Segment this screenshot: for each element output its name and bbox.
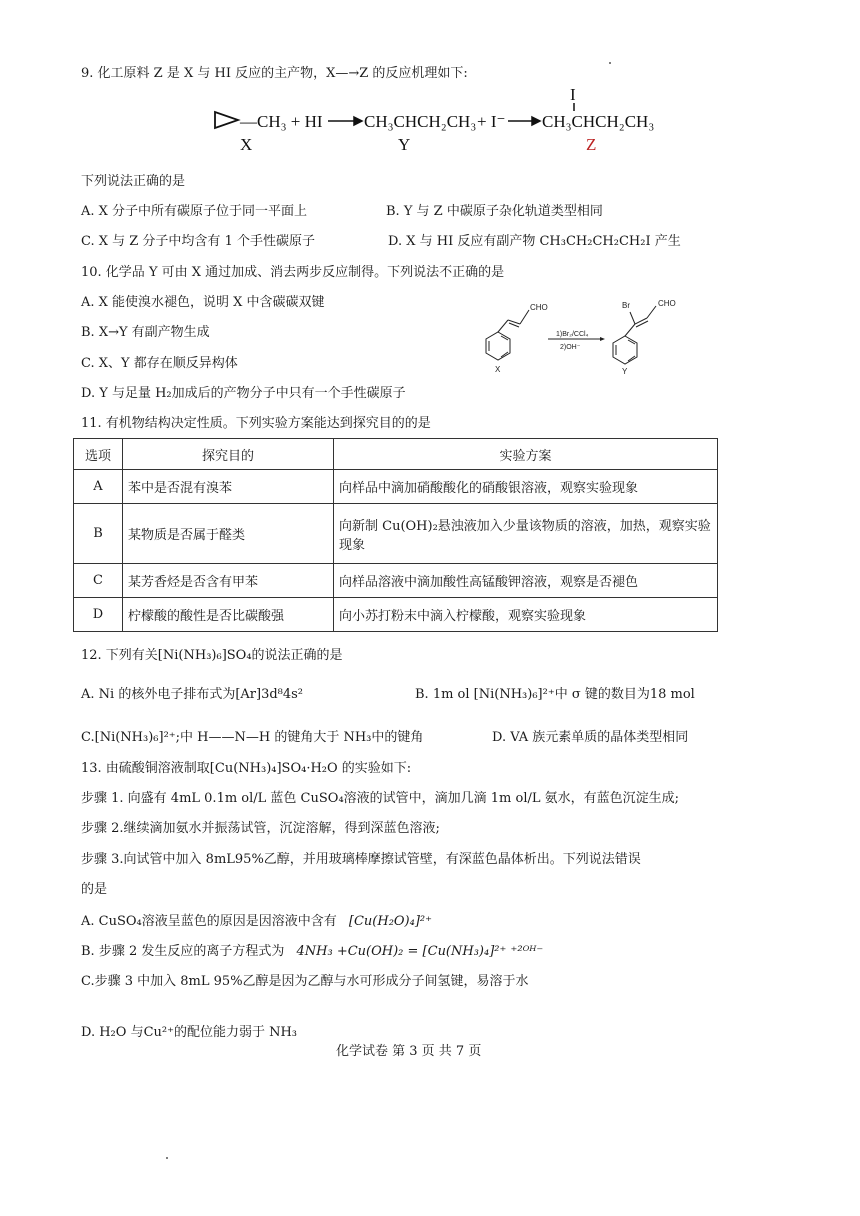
- q13-a-formula: [Cu(H₂O)₄]²⁺: [348, 914, 432, 929]
- q10-reaction-scheme: [480, 292, 710, 374]
- row-option: D: [74, 598, 123, 632]
- row-aim: 柠檬酸的酸性是否比碳酸强: [123, 598, 334, 632]
- q10-option-c: C. X、Y 都存在顺反异构体: [81, 356, 238, 371]
- q10-structure-x: [486, 310, 529, 360]
- scan-speck: [166, 1157, 168, 1159]
- q13-stem: 13. 由硫酸铜溶液制取[Cu(NH₃)₄]SO₄·H₂O 的实验如下:: [81, 761, 412, 776]
- q9-option-c: C. X 与 Z 分子中均含有 1 个手性碳原子: [81, 234, 315, 249]
- q10-option-b: B. X→Y 有副产物生成: [81, 325, 210, 340]
- table-row: [74, 504, 718, 564]
- page-footer: 化学试卷 第 3 页 共 7 页: [336, 1044, 482, 1059]
- cyclopropane-ring: [215, 112, 238, 128]
- q10-y-cho: CHO: [658, 299, 676, 308]
- q12-option-b: B. 1m ol [Ni(NH₃)₆]²⁺中 σ 键的数目为18 mol: [415, 687, 695, 702]
- row-aim: 某芳香烃是否含有甲苯: [123, 564, 334, 598]
- q9-stem: 9. 化工原料 Z 是 X 与 HI 反应的主产物，X—→Z 的反应机理如下:: [81, 66, 468, 81]
- q10-step-2: 2)OH⁻: [560, 344, 581, 351]
- q9-label-y: Y: [398, 135, 411, 154]
- q10-x-cho: CHO: [530, 303, 548, 312]
- q10-option-a: A. X 能使溴水褪色，说明 X 中含碳碳双键: [81, 295, 325, 310]
- q11-table: [73, 438, 718, 632]
- q9-label-x: X: [240, 135, 253, 154]
- q13-option-a: [81, 913, 432, 931]
- row-option: C: [74, 564, 123, 598]
- q13-b-equation: 4NH₃ +Cu(OH)₂ = [Cu(NH₃)₄]²⁺ ⁺²ᴼᴴ⁻: [296, 944, 544, 959]
- q13-step-2: 步骤 2.继续滴加氨水并振荡试管，沉淀溶解，得到深蓝色溶液;: [81, 821, 440, 836]
- q10-step-1: 1)Br₂/CCl₄: [556, 331, 589, 338]
- q9-option-b: B. Y 与 Z 中碳原子杂化轨道类型相同: [386, 204, 603, 219]
- q9-arrow-1: [328, 117, 362, 125]
- q13-option-d: D. H₂O 与Cu²⁺的配位能力弱于 NH₃: [81, 1025, 298, 1040]
- table-row: [74, 598, 718, 632]
- q9-z-formula: CH₃CHCH₂CH₃: [542, 112, 655, 131]
- q12-option-c: C.[Ni(NH₃)₆]²⁺;中 H——N—H 的键角大于 NH₃中的键角: [81, 730, 424, 745]
- q13-step-3: 步骤 3.向试管中加入 8mL95%乙醇，并用玻璃棒摩擦试管壁，有深蓝色晶体析出。下列说法错误: [81, 852, 641, 867]
- row-aim: 某物质是否属于醛类: [123, 504, 334, 564]
- q10-label-x: X: [495, 365, 501, 374]
- q12-option-d: D. VA 族元素单质的晶体类型相同: [492, 730, 689, 745]
- q9-z-iodine: I: [570, 85, 576, 104]
- scan-speck: [609, 62, 611, 64]
- q12-option-a: A. Ni 的核外电子排布式为[Ar]3d⁸4s²: [81, 687, 304, 702]
- q9-arrow-2: [508, 117, 540, 125]
- q10-y-br: Br: [622, 301, 630, 310]
- table-row: [74, 564, 718, 598]
- q9-reaction-scheme: [210, 82, 670, 157]
- q13-option-c: C.步骤 3 中加入 8mL 95%乙醇是因为乙醇与水可形成分子间氢键，易溶于水: [81, 974, 529, 989]
- header-aim: 探究目的: [123, 439, 334, 470]
- q13-b-text: B. 步骤 2 发生反应的离子方程式为: [81, 944, 285, 959]
- q11-stem: 11. 有机物结构决定性质。下列实验方案能达到探究目的的是: [81, 416, 431, 431]
- q10-stem: 10. 化学品 Y 可由 X 通过加成、消去两步反应制得。下列说法不正确的是: [81, 265, 505, 280]
- q13-step-3-cont: 的是: [81, 882, 108, 897]
- q13-step-1: 步骤 1. 向盛有 4mL 0.1m ol/L 蓝色 CuSO₄溶液的试管中，滴加几滴 1m ol/L 氨水，有蓝色沉淀生成;: [81, 791, 680, 806]
- row-plan: 向新制 Cu(OH)₂悬浊液加入少量该物质的溶液，加热，观察实验现象: [334, 504, 718, 564]
- q10-structure-y: [613, 306, 656, 364]
- header-option: 选项: [74, 439, 123, 470]
- row-option: A: [74, 470, 123, 504]
- table-row: [74, 470, 718, 504]
- q9-x-substituent: —CH₃ + HI: [240, 112, 323, 131]
- row-aim: 苯中是否混有溴苯: [123, 470, 334, 504]
- q9-iodide: + I⁻: [477, 112, 506, 131]
- q10-option-d: D. Y 与足量 H₂加成后的产物分子中只有一个手性碳原子: [81, 386, 406, 401]
- row-plan: 向样品溶液中滴加酸性高锰酸钾溶液，观察是否褪色: [334, 564, 718, 598]
- q9-y-formula: CH₃CHCH₂CH₃: [364, 112, 477, 131]
- q10-label-y: Y: [622, 367, 628, 374]
- q13-option-b: [81, 943, 543, 961]
- q9-prompt: 下列说法正确的是: [81, 174, 186, 189]
- q12-stem: 12. 下列有关[Ni(NH₃)₆]SO₄的说法正确的是: [81, 648, 343, 663]
- row-plan: 向样品中滴加硝酸酸化的硝酸银溶液，观察实验现象: [334, 470, 718, 504]
- q9-option-a: A. X 分子中所有碳原子位于同一平面上: [81, 204, 308, 219]
- row-plan: 向小苏打粉末中滴入柠檬酸，观察实验现象: [334, 598, 718, 632]
- q9-option-d: D. X 与 HI 反应有副产物 CH₃CH₂CH₂CH₂I 产生: [388, 234, 681, 249]
- q13-a-text: A. CuSO₄溶液呈蓝色的原因是因溶液中含有: [81, 914, 337, 929]
- header-plan: 实验方案: [334, 439, 718, 470]
- row-option: B: [74, 504, 123, 564]
- table-header-row: [74, 439, 718, 470]
- q9-label-z: Z: [586, 135, 597, 154]
